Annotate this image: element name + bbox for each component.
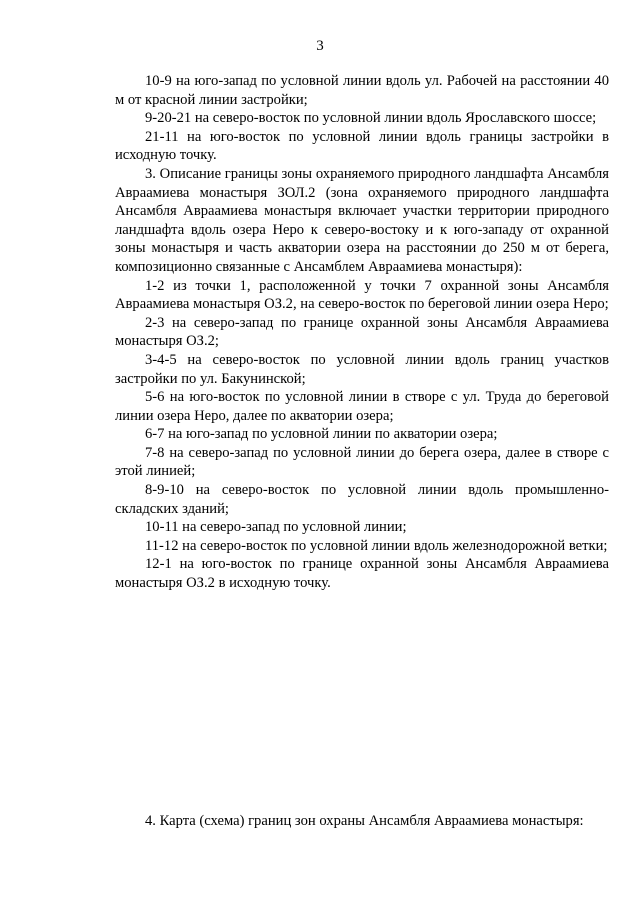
paragraph: 9-20-21 на северо-восток по условной линии вдоль Ярославского шоссе; [145,110,597,127]
paragraph: 7-8 на северо-запад по условной линии до берега озера, далее в створе с этой линией; [115,444,609,480]
paragraph: 5-6 на юго-восток по условной линии в створе с ул. Труда до береговой линии озера Неро, далее по акватории озера; [115,389,609,424]
paragraph: 10-9 на юго-запад по условной линии вдоль ул. Рабочей на расстоянии 40 м от красной линии застройки; [115,73,609,108]
document-body [115,72,609,593]
page-number: 3 [316,38,324,54]
paragraph: 6-7 на юго-запад по условной линии по акватории озера; [145,426,498,443]
paragraph: 12-1 на юго-восток по границе охранной зоны Ансамбля Авраамиева монастыря ОЗ.2 в исходную точку. [115,556,609,592]
paragraph: 3. Описание границы зоны охраняемого природного ландшафта Ансамбля Авраамиева монастыря ЗОЛ.2 (зона охраняемого природного ландшафта Ансамбля Авраамиева монастыря включает участки территории природного ландшафта вдоль озера Неро к северо-востоку и к юго-западу от охранной зоны монастыря и часть акватории озера на расстоянии до 250 м от берега, композиционно связанные с Ансамблем Авраамиева монастыря): [115,165,609,275]
paragraph: 1-2 из точки 1, расположенной у точки 7 охранной зоны Ансамбля Авраамиева монастыря ОЗ.2, на северо-восток по береговой линии озера Неро; [115,277,609,313]
map-caption: 4. Карта (схема) границ зон охраны Ансамбля Авраамиева монастыря: [145,813,584,829]
paragraph: 21-11 на юго-восток по условной линии вдоль границы застройки в исходную точку. [115,128,609,164]
paragraph: 8-9-10 на северо-восток по условной линии вдоль промышленно-складских зданий; [115,482,609,517]
paragraph: 2-3 на северо-запад по границе охранной зоны Ансамбля Авраамиева монастыря ОЗ.2; [115,314,609,350]
paragraph: 10-11 на северо-запад по условной линии; [145,519,407,536]
paragraph: 11-12 на северо-восток по условной линии вдоль железнодорожной ветки; [145,537,608,554]
paragraph: 3-4-5 на северо-восток по условной линии вдоль границ участков застройки по ул. Бакунинской; [115,351,609,387]
